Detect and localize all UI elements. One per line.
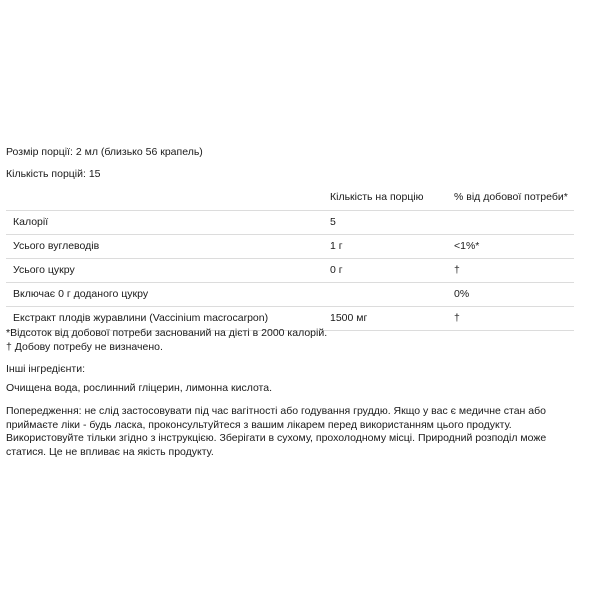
table-row <box>6 211 574 235</box>
serving-size: Розмір порції: 2 мл (близько 56 крапель) <box>6 146 203 158</box>
other-ingredients-text: Очищена вода, рослинний гліцерин, лимонна кислота. <box>6 382 273 394</box>
dagger-footnote: † Добову потребу не визначено. <box>6 340 163 353</box>
servings-count: Кількість порцій: 15 <box>6 168 101 180</box>
row-name: Усього вуглеводів <box>13 239 100 252</box>
header-daily-value: % від добової потреби* <box>454 191 568 204</box>
nutrition-table <box>6 186 574 331</box>
table-row <box>6 283 574 307</box>
row-amount: 1500 мг <box>330 311 368 324</box>
row-daily-value: † <box>454 311 460 324</box>
row-daily-value: † <box>454 263 460 276</box>
row-name: Калорії <box>13 215 49 228</box>
row-name: Екстракт плодів журавлини (Vaccinium macrocarpon) <box>13 311 269 324</box>
row-amount: 1 г <box>330 239 343 252</box>
row-name: Включає 0 г доданого цукру <box>13 287 149 300</box>
table-row <box>6 259 574 283</box>
row-name: Усього цукру <box>13 263 75 276</box>
row-amount: 0 г <box>330 263 343 276</box>
row-daily-value: <1%* <box>454 239 480 252</box>
row-daily-value: 0% <box>454 287 470 300</box>
table-row <box>6 235 574 259</box>
table-header-row <box>6 186 574 211</box>
row-amount: 5 <box>330 215 336 228</box>
footnotes <box>6 327 576 354</box>
header-amount: Кількість на порцію <box>330 191 424 204</box>
daily-value-footnote: *Відсоток від добової потреби заснований на дієті в 2000 калорій. <box>6 327 328 339</box>
warning-text: Попередження: не слід застосовувати під час вагітності або годування груддю. Якщо у вас є медичне стан або приймаєте ліки - будь ласка, проконсультуйтеся з вашим лікарем перед використанням цього продукту. Використовуйте тільки згідно з інструкцією. Зберігати в сухому, прохолодному місці. Природний розподіл може статися. Це не впливає на якість продукту. <box>6 405 547 458</box>
other-ingredients-heading: Інші інгредієнти: <box>6 363 86 375</box>
